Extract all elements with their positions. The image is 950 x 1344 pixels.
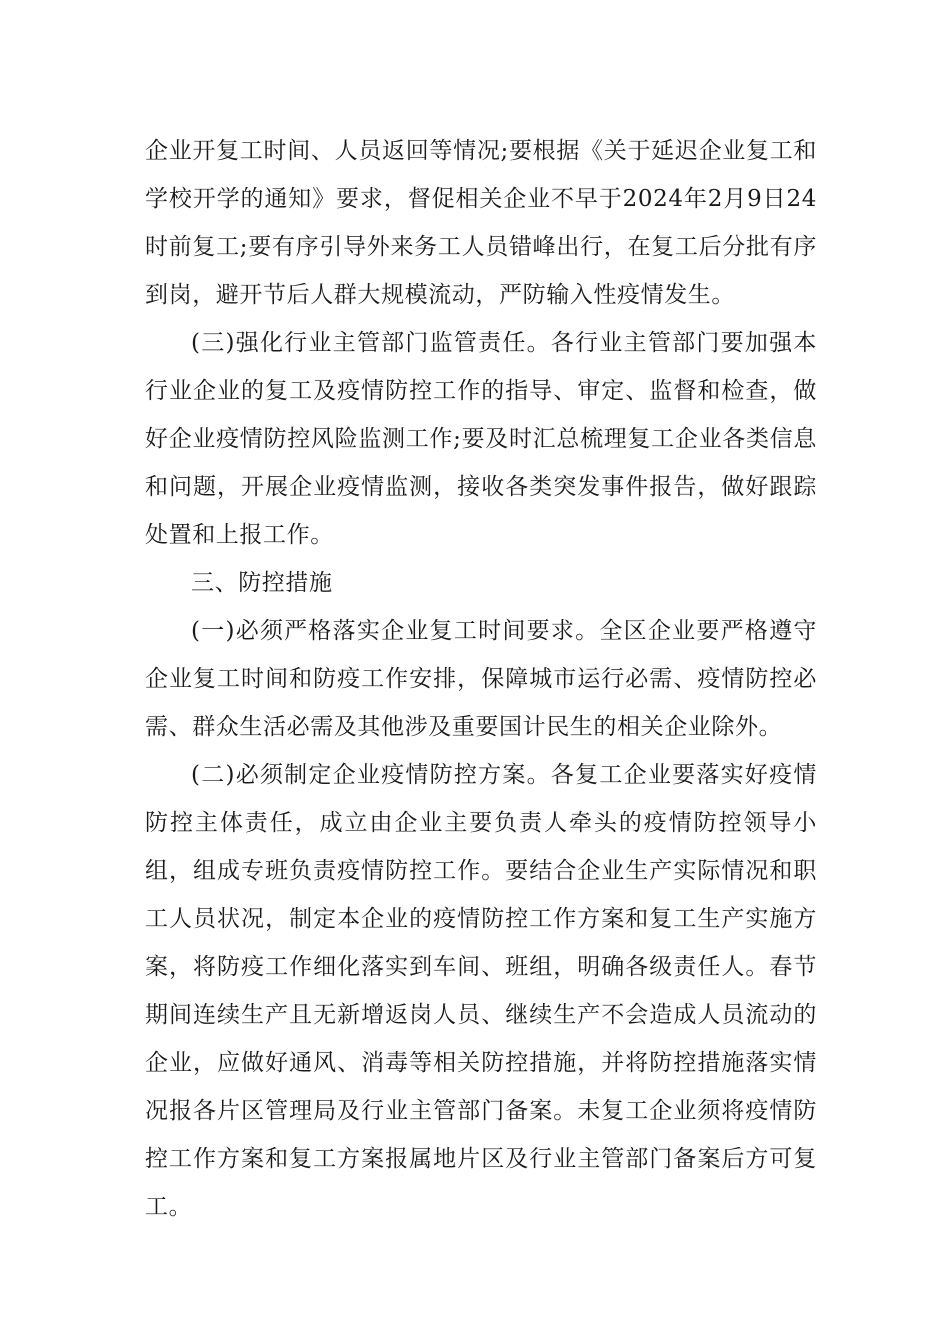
paragraph-continuation: 企业开复工时间、人员返回等情况;要根据《关于延迟企业复工和学校开学的通知》要求，督促相关企业不早于2024年2月9日24时前复工;要有序引导外来务工人员错峰出行，在复工后分批有序到岗，避开节后人群大规模流动，严防输入性疫情发生。	[145, 138, 817, 308]
section-heading-prevention-measures: 三、防控措施	[191, 570, 333, 596]
paragraph-measure-one: (一)必须严格落实企业复工时间要求。全区企业要严格遵守企业复工时间和防疫工作安排，保障城市运行必需、疫情防控必需、群众生活必需及其他涉及重要国计民生的相关企业除外。	[145, 618, 817, 740]
document-body	[145, 127, 817, 1231]
paragraph-section-three: (三)强化行业主管部门监管责任。各行业主管部门要加强本行业企业的复工及疫情防控工作的指导、审定、监督和检查，做好企业疫情防控风险监测工作;要及时汇总梳理复工企业各类信息和问题，开展企业疫情监测，接收各类突发事件报告，做好跟踪处置和上报工作。	[145, 330, 817, 548]
paragraph-measure-two: (二)必须制定企业疫情防控方案。各复工企业要落实好疫情防控主体责任，成立由企业主要负责人牵头的疫情防控领导小组，组成专班负责疫情防控工作。要结合企业生产实际情况和职工人员状况，制定本企业的疫情防控工作方案和复工生产实施方案，将防疫工作细化落实到车间、班组，明确各级责任人。春节期间连续生产且无新增返岗人员、继续生产不会造成人员流动的企业，应做好通风、消毒等相关防控措施，并将防控措施落实情况报各片区管理局及行业主管部门备案。未复工企业须将疫情防控工作方案和复工方案报属地片区及行业主管部门备案后方可复工。	[145, 762, 817, 1220]
